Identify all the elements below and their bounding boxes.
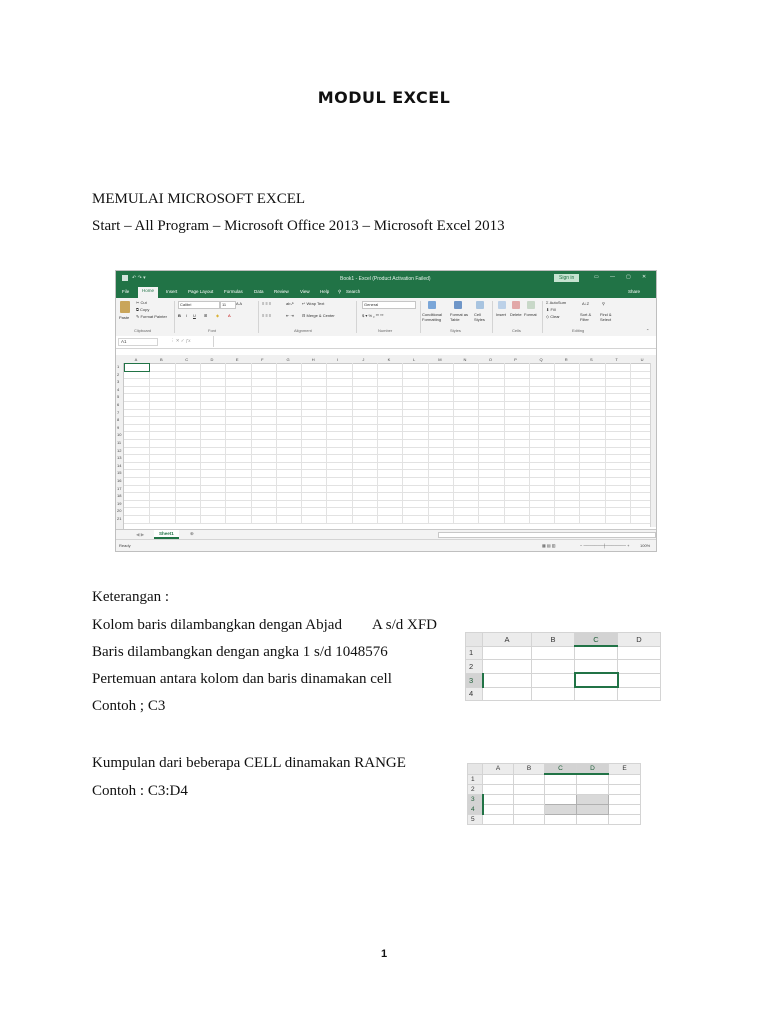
- tab-search[interactable]: Search: [346, 289, 361, 294]
- excel-title-bar: [116, 271, 656, 287]
- row-header[interactable]: 14: [117, 462, 122, 468]
- gridline: [605, 363, 606, 523]
- collapse-ribbon-icon[interactable]: ⌃: [646, 328, 650, 333]
- column-header[interactable]: F: [261, 357, 264, 362]
- row-header[interactable]: 5: [117, 394, 120, 400]
- fill-down-icon: ⬇: [546, 307, 550, 312]
- tab-file[interactable]: File: [122, 289, 130, 294]
- search-icon[interactable]: ⚲: [338, 289, 342, 294]
- page-title: MODUL EXCEL: [317, 88, 451, 107]
- format-as-table-button[interactable]: Format as Table: [450, 312, 469, 322]
- row-header[interactable]: 16: [117, 478, 122, 483]
- paste-icon[interactable]: [120, 301, 130, 313]
- close-icon[interactable]: ✕: [642, 274, 647, 280]
- gridline: [124, 462, 655, 463]
- baris-text: Baris dilambangkan dengan angka 1 s/d 1048576: [92, 644, 388, 660]
- gridline: [124, 485, 655, 486]
- number-format-select[interactable]: General: [362, 301, 416, 309]
- view-icons[interactable]: ▦ ▤ ▥: [542, 543, 556, 548]
- gridline: [124, 424, 655, 425]
- column-header[interactable]: L: [412, 357, 416, 362]
- cell-text: Pertemuan antara kolom dan baris dinamakan cell: [92, 671, 392, 687]
- status-ready: Ready: [119, 543, 131, 548]
- row-header: 4: [466, 687, 483, 701]
- row-header-selected: 3: [468, 795, 483, 805]
- column-header[interactable]: R: [564, 357, 568, 362]
- row-header[interactable]: 12: [117, 447, 122, 453]
- horizontal-scrollbar[interactable]: [438, 532, 656, 538]
- gridline: [124, 507, 655, 508]
- zoom-slider[interactable]: − ───────┼─────── +: [580, 543, 630, 548]
- group-cells: Cells: [512, 328, 521, 333]
- row-header[interactable]: 15: [117, 470, 122, 476]
- gridline: [478, 363, 479, 523]
- sign-in-button[interactable]: Sign in: [554, 274, 579, 282]
- formula-input[interactable]: [213, 336, 656, 347]
- column-header[interactable]: J: [362, 357, 365, 362]
- gridline: [124, 439, 655, 440]
- gridline: [402, 363, 403, 523]
- row-header[interactable]: 13: [117, 455, 122, 461]
- share-button[interactable]: Share: [628, 289, 641, 294]
- row-header-selected: 4: [468, 805, 483, 815]
- column-header[interactable]: I: [337, 357, 339, 362]
- gridline: [124, 393, 655, 394]
- contoh-cell-text: Contoh ; C3: [92, 698, 166, 714]
- group-styles: Styles: [450, 328, 461, 333]
- find-select-button[interactable]: Find & Select: [600, 312, 612, 322]
- row-header[interactable]: 21: [117, 516, 122, 521]
- align-left-icons[interactable]: ≡ ≡ ≡: [262, 313, 272, 318]
- insert-cells-icon[interactable]: [498, 301, 506, 309]
- row-header[interactable]: 8: [117, 417, 120, 423]
- column-header[interactable]: K: [387, 357, 391, 362]
- fill-button[interactable]: ⬇ Fill: [546, 307, 556, 312]
- row-header[interactable]: 11: [117, 440, 122, 445]
- gridline: [276, 363, 277, 523]
- range-cell: [577, 795, 609, 805]
- name-box[interactable]: A1: [118, 338, 158, 346]
- gridline: [554, 363, 555, 523]
- gridline: [428, 363, 429, 523]
- gridline: [225, 363, 226, 523]
- row-header[interactable]: 20: [117, 508, 122, 514]
- tab-help[interactable]: Help: [320, 289, 330, 294]
- row-header: 1: [466, 646, 483, 660]
- corner-cell: [468, 764, 483, 775]
- fill-color-icon[interactable]: ◈: [216, 313, 220, 318]
- merge-icon: ⊟: [302, 313, 306, 318]
- column-header[interactable]: H: [311, 357, 315, 362]
- range-cell: [545, 795, 577, 805]
- bold-icon[interactable]: B: [178, 313, 181, 318]
- group-clipboard: Clipboard: [134, 328, 152, 333]
- range-example-figure: [467, 763, 641, 825]
- sort-filter-icon[interactable]: A↓Z: [582, 301, 590, 306]
- delete-button[interactable]: Delete: [510, 312, 522, 317]
- start-path-text: Start – All Program – Microsoft Office 2013 – Microsoft Excel 2013: [92, 218, 505, 234]
- ribbon-tabs: [116, 287, 656, 298]
- tab-page-layout[interactable]: Page Layout: [188, 289, 214, 294]
- row-header: 1: [468, 774, 483, 785]
- row-header: 2: [468, 785, 483, 795]
- format-as-table-icon[interactable]: [454, 301, 462, 309]
- cell-styles-button[interactable]: Cell Styles: [474, 312, 485, 322]
- row-header[interactable]: 3: [117, 379, 120, 385]
- number-format-icons[interactable]: $ ▾ % ❟ ⁰⁰ ⁰⁰: [362, 313, 384, 318]
- range-cell: [545, 805, 577, 815]
- column-header[interactable]: N: [463, 357, 467, 362]
- column-header: E: [609, 764, 641, 775]
- column-header-selected: C: [545, 764, 577, 775]
- minimize-icon[interactable]: —: [610, 274, 615, 280]
- row-header[interactable]: 18: [117, 493, 122, 499]
- ribbon-display-icon[interactable]: ▭: [594, 274, 599, 280]
- font-size-select[interactable]: 11: [220, 301, 236, 309]
- row-header[interactable]: 10: [117, 432, 122, 438]
- row-header[interactable]: 19: [117, 500, 122, 506]
- copy-icon: ⧉: [136, 307, 139, 312]
- gridline: [124, 386, 655, 387]
- font-color-icon[interactable]: A: [228, 313, 231, 318]
- insert-button[interactable]: Insert: [496, 312, 507, 317]
- format-cells-icon[interactable]: [527, 301, 535, 309]
- window-title: Book1 - Excel (Product Activation Failed): [340, 276, 431, 282]
- gridline: [175, 363, 176, 523]
- tab-insert[interactable]: Insert: [166, 289, 178, 294]
- selected-cell: [575, 673, 618, 687]
- gridline: [124, 371, 655, 372]
- gridline: [251, 363, 252, 523]
- merge-center-button[interactable]: ⊟ Merge & Center: [302, 313, 335, 318]
- formula-icons[interactable]: ⋮ ✕ ✓ ƒx: [170, 338, 191, 343]
- column-header[interactable]: B: [159, 357, 163, 362]
- copy-button[interactable]: ⧉ Copy: [136, 307, 150, 312]
- sheet-tab[interactable]: Sheet1: [154, 530, 179, 539]
- brush-icon: ✎: [136, 314, 140, 319]
- borders-icon[interactable]: ⊞: [204, 313, 208, 318]
- gridline: [124, 447, 655, 448]
- column-header[interactable]: C: [185, 357, 189, 362]
- zoom-level: 100%: [640, 543, 651, 548]
- corner-cell: [466, 633, 483, 647]
- gridline: [124, 515, 655, 516]
- row-header[interactable]: 6: [117, 402, 120, 407]
- gridline: [124, 492, 655, 493]
- sort-filter-button[interactable]: Sort & Filter: [580, 312, 592, 322]
- gridline: [124, 416, 655, 417]
- conditional-formatting-icon[interactable]: [428, 301, 436, 309]
- cell-example-figure: [465, 632, 661, 701]
- eraser-icon: ◇: [546, 314, 550, 319]
- column-header[interactable]: P: [514, 357, 517, 362]
- format-painter-button[interactable]: ✎ Format Painter: [136, 314, 167, 319]
- scissors-icon: ✂: [136, 300, 140, 305]
- gridline: [124, 454, 655, 455]
- column-header[interactable]: D: [210, 357, 214, 362]
- italic-icon[interactable]: I: [186, 313, 188, 318]
- maximize-icon[interactable]: ▢: [626, 274, 631, 280]
- gridline: [377, 363, 378, 523]
- font-grow-shrink-icon[interactable]: A A: [236, 301, 243, 306]
- column-header: A: [483, 764, 514, 775]
- row-header[interactable]: 2: [117, 371, 120, 377]
- group-number: Number: [378, 328, 393, 333]
- group-font: Font: [208, 328, 217, 333]
- group-editing: Editing: [572, 328, 585, 333]
- section-heading: MEMULAI MICROSOFT EXCEL: [92, 191, 306, 207]
- row-header[interactable]: 4: [117, 386, 120, 392]
- gridline: [124, 469, 655, 470]
- format-button[interactable]: Format: [524, 312, 537, 317]
- gridline: [453, 363, 454, 523]
- clear-button[interactable]: ◇ Clear: [546, 314, 560, 319]
- row-header[interactable]: 17: [117, 485, 122, 491]
- row-header-selected: 3: [466, 673, 483, 687]
- row-header[interactable]: 9: [117, 424, 120, 430]
- column-header[interactable]: G: [286, 357, 290, 362]
- column-header[interactable]: S: [590, 357, 593, 362]
- row-header[interactable]: 1: [117, 364, 120, 369]
- align-top-icons[interactable]: ≡ ≡ ≡: [262, 301, 272, 306]
- conditional-formatting-button[interactable]: Conditional Formatting: [422, 312, 443, 322]
- paste-button[interactable]: Paste: [119, 315, 130, 320]
- range-cell: [577, 805, 609, 815]
- gridline: [579, 363, 580, 523]
- wrap-icon: ↵: [302, 301, 306, 306]
- column-header: D: [618, 633, 661, 647]
- range-text: Kumpulan dari beberapa CELL dinamakan RANGE: [92, 755, 406, 771]
- column-header: B: [532, 633, 575, 647]
- active-cell[interactable]: [124, 363, 150, 372]
- delete-cells-icon[interactable]: [512, 301, 520, 309]
- new-sheet-icon[interactable]: ⊕: [190, 531, 194, 536]
- column-header[interactable]: U: [640, 357, 644, 362]
- formula-bar: [116, 336, 656, 349]
- row-header: 2: [466, 660, 483, 674]
- gridline: [124, 431, 655, 432]
- cell-styles-icon[interactable]: [476, 301, 484, 309]
- column-header: B: [514, 764, 545, 775]
- wrap-text-button[interactable]: ↵ Wrap Text: [302, 301, 325, 306]
- autosum-button[interactable]: Σ AutoSum: [546, 300, 567, 305]
- row-header[interactable]: 7: [117, 409, 120, 415]
- sheet-nav-icons[interactable]: ◀ ▶: [136, 532, 145, 537]
- gridline: [504, 363, 505, 523]
- gridline: [124, 409, 655, 410]
- tab-data[interactable]: Data: [254, 289, 264, 294]
- tab-formulas[interactable]: Formulas: [224, 289, 243, 294]
- excel-window-screenshot: [115, 270, 657, 552]
- column-header[interactable]: E: [235, 357, 239, 362]
- gridline: [630, 363, 631, 523]
- kolom-text: Kolom baris dilambangkan dengan Abjad: [92, 617, 342, 633]
- underline-icon[interactable]: U: [193, 313, 196, 318]
- group-alignment: Alignment: [294, 328, 312, 333]
- gridline: [352, 363, 353, 523]
- kolom-range-text: A s/d XFD: [372, 617, 438, 633]
- gridline: [326, 363, 327, 523]
- tab-view[interactable]: View: [300, 289, 310, 294]
- sigma-icon: Σ: [546, 300, 549, 305]
- find-icon[interactable]: ⚲: [602, 301, 605, 306]
- gridline: [124, 378, 655, 379]
- status-bar: [116, 539, 656, 552]
- column-header[interactable]: O: [488, 357, 492, 362]
- undo-redo-icon: ↶ ↷ ▾: [132, 275, 146, 281]
- column-header[interactable]: T: [615, 357, 618, 362]
- column-header[interactable]: M: [438, 357, 442, 362]
- save-icon: [122, 275, 128, 281]
- column-header: A: [483, 633, 532, 647]
- gridline: [124, 477, 655, 478]
- ribbon-home: [116, 298, 656, 337]
- page-number: 1: [380, 948, 388, 960]
- indent-icons[interactable]: ⇤ ⇥: [286, 313, 294, 318]
- tab-home[interactable]: Home: [138, 287, 158, 299]
- column-header-selected: C: [575, 633, 618, 647]
- vertical-scrollbar[interactable]: [650, 363, 656, 527]
- gridline: [200, 363, 201, 523]
- gridline: [149, 363, 150, 523]
- orientation-icon[interactable]: ab↗: [286, 301, 294, 306]
- tab-review[interactable]: Review: [274, 289, 289, 294]
- contoh-range-text: Contoh : C3:D4: [92, 783, 188, 799]
- gridline: [124, 523, 655, 524]
- gridline: [124, 401, 655, 402]
- column-header[interactable]: Q: [539, 357, 543, 362]
- keterangan-label: Keterangan :: [92, 589, 170, 605]
- gridline: [529, 363, 530, 523]
- column-header[interactable]: A: [134, 357, 138, 362]
- cut-button[interactable]: ✂ Cut: [136, 300, 147, 305]
- font-name-select[interactable]: Calibri: [178, 301, 220, 309]
- gridline: [124, 500, 655, 501]
- row-header: 5: [468, 815, 483, 825]
- column-header-selected: D: [577, 764, 609, 775]
- gridline: [301, 363, 302, 523]
